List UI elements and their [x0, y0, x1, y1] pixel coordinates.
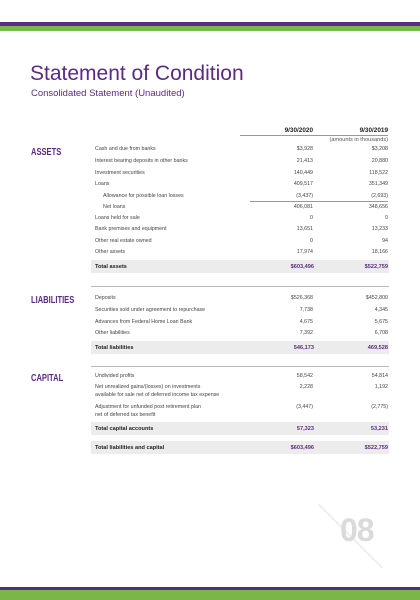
row-value-2019: 4,345 [374, 307, 388, 313]
total-liabilities-and-capital-row [91, 441, 389, 454]
units-note: (amounts in thousands) [329, 137, 388, 143]
row-value-2019: 94 [382, 238, 388, 244]
row-label: Other liabilities [95, 330, 130, 336]
row-value-2020: 2,228 [299, 384, 313, 390]
column-header-2019: 9/30/2019 [359, 127, 388, 134]
total-label: Total liabilities and capital [95, 444, 165, 451]
row-value-2019: 0 [385, 215, 388, 221]
row-value-2020: 409,517 [293, 181, 313, 187]
row-value-2019: 13,233 [371, 226, 388, 232]
total-value-2019: $522,759 [364, 444, 388, 451]
row-value-2019: 1,192 [374, 384, 388, 390]
liabilities-section-label: LIABILITIES [31, 294, 75, 306]
page-subtitle: Consolidated Statement (Unaudited) [31, 88, 185, 99]
table-row [95, 319, 388, 329]
bottom-green-stripe [0, 590, 420, 600]
total-label: Total capital accounts [95, 425, 154, 432]
total-value-2020: $603,496 [290, 263, 314, 270]
row-value-2019: 20,880 [371, 158, 388, 164]
row-value-2019: 18,166 [371, 249, 388, 255]
row-label: Other assets [95, 249, 126, 255]
row-value-2020: 17,974 [296, 249, 313, 255]
total-label: Total liabilities [95, 344, 134, 351]
total-capital-row [91, 422, 389, 435]
page-title: Statement of Condition [30, 62, 244, 85]
row-value-2020: 0 [310, 238, 313, 244]
row-label: Advances from Federal Home Loan Bank [95, 319, 193, 325]
row-label: Other real estate owned [95, 238, 152, 244]
page-number: 08 [340, 512, 374, 548]
row-value-2019: 5,675 [374, 319, 388, 325]
total-value-2020: 546,173 [293, 344, 314, 351]
row-value-2020: 406,081 [293, 204, 313, 210]
row-value-2020: 0 [310, 215, 313, 221]
row-value-2019: $3,208 [371, 146, 388, 152]
table-row [95, 249, 388, 259]
section-divider [91, 366, 389, 367]
total-value-2019: 53,231 [370, 425, 388, 432]
row-value-2020: 4,675 [299, 319, 313, 325]
row-value-2019: 118,522 [369, 170, 388, 176]
row-value-2020: 7,392 [299, 330, 313, 336]
row-value-2020: 21,413 [296, 158, 313, 164]
row-label: Adjustment for unfunded post retirement plan [95, 404, 201, 410]
row-value-2020: 7,738 [299, 307, 313, 313]
row-label: Net unrealized gains/(losses) on investments [95, 384, 201, 390]
table-row [95, 404, 388, 422]
row-label: Cash and due from banks [95, 146, 156, 152]
row-value-2020: 140,449 [293, 170, 313, 176]
row-label: Allowance for possible loan losses [103, 193, 184, 199]
section-divider [91, 286, 389, 287]
row-value-2019: $452,800 [365, 295, 388, 301]
row-label: Loans [95, 181, 110, 187]
row-label-continued: available for sale net of deferred income tax expense [95, 392, 220, 398]
row-label: Investment securities [95, 170, 145, 176]
table-row [95, 238, 388, 248]
table-row [95, 330, 388, 340]
row-value-2020: 13,651 [296, 226, 313, 232]
table-row [95, 146, 388, 156]
row-value-2019: 348,656 [368, 204, 388, 210]
row-value-2019: 351,349 [368, 181, 388, 187]
capital-section-label: CAPITAL [31, 372, 64, 384]
row-value-2019: (2,775) [371, 404, 388, 410]
row-label-continued: net of deferred tax benefit [95, 412, 156, 418]
row-label: Securities sold under agreement to repurchase [95, 307, 206, 313]
total-assets-row [91, 260, 389, 273]
table-row [95, 373, 388, 383]
column-header-2020: 9/30/2020 [284, 127, 313, 134]
total-value-2020: $603,496 [290, 444, 314, 451]
total-value-2020: 57,323 [296, 425, 314, 432]
table-row [95, 158, 388, 168]
table-row [95, 204, 388, 214]
row-label: Loans held for sale [95, 215, 140, 221]
table-row [95, 384, 388, 402]
table-row [95, 215, 388, 225]
row-value-2019: (2,693) [371, 193, 388, 199]
table-row [95, 295, 388, 305]
row-value-2020: $3,928 [296, 146, 313, 152]
row-label: Bank premises and equipment [95, 226, 167, 232]
top-green-stripe [0, 26, 420, 31]
row-label: Net loans [103, 204, 126, 210]
table-row [95, 181, 388, 191]
table-row [95, 170, 388, 180]
row-value-2020: 58,542 [296, 373, 313, 379]
table-row [95, 307, 388, 317]
assets-section-label: ASSETS [31, 146, 62, 158]
row-value-2020: (3,447) [296, 404, 313, 410]
total-value-2019: $522,759 [364, 263, 388, 270]
row-value-2020: (3,437) [296, 193, 313, 199]
row-label: Interest bearing deposits in other banks [95, 158, 188, 164]
total-value-2019: 469,528 [367, 344, 388, 351]
row-value-2019: 6,708 [374, 330, 388, 336]
total-label: Total assets [95, 263, 127, 270]
row-value-2020: $526,368 [290, 295, 313, 301]
total-liabilities-row [91, 341, 389, 354]
row-label: Undivided profits [95, 373, 135, 379]
subtotal-divider [250, 201, 388, 202]
table-row [95, 226, 388, 236]
header-divider [240, 135, 388, 136]
row-label: Deposits [95, 295, 116, 301]
row-value-2019: 54,814 [371, 373, 388, 379]
